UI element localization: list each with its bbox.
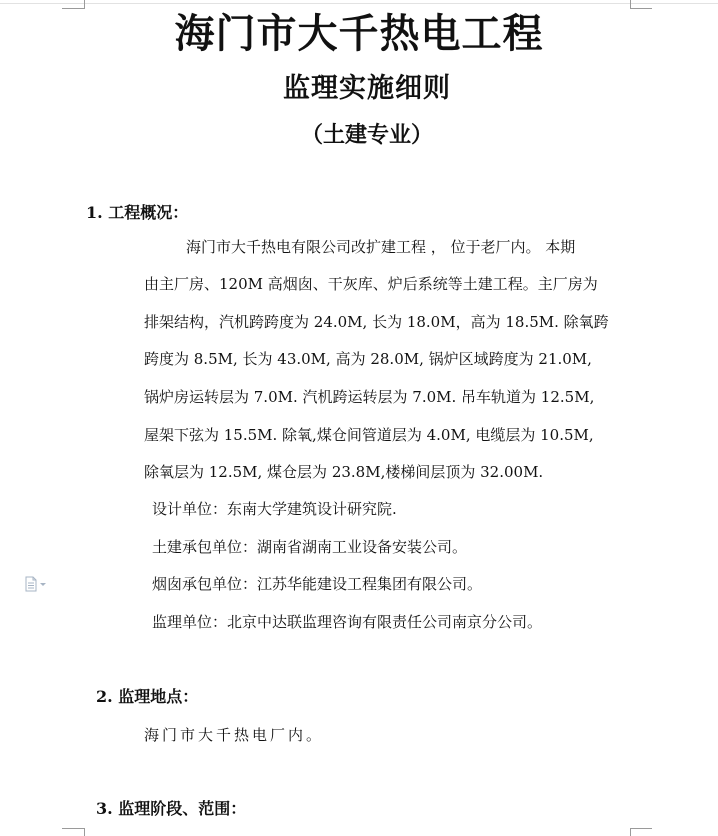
document-title: 海门市大千热电工程	[174, 10, 544, 57]
document-subtitle: 监理实施细则	[283, 73, 451, 104]
civil-contractor-line: 土建承包单位：湖南省湖南工业设备安装公司。	[152, 538, 468, 556]
paragraph-line: 海门市大千热电有限公司改扩建工程 ， 位于老厂内。 本期	[186, 238, 576, 256]
supervision-unit-line: 监理单位：北京中达联监理咨询有限责任公司南京分公司。	[152, 613, 543, 631]
document-discipline: （土建专业）	[300, 122, 433, 148]
section-heading-scope: 3. 监理阶段、范围：	[96, 799, 247, 818]
section-heading-overview: 1. 工程概况：	[86, 203, 189, 222]
paragraph-line: 屋架下弦为 15.5M. 除氧,煤仓间管道层为 4.0M, 电缆层为 10.5M,	[144, 426, 594, 444]
paragraph-line: 除氧层为 12.5M, 煤仓层为 23.8M,楼梯间层顶为 32.00M.	[144, 463, 544, 481]
corner-mark-bottom-right	[630, 828, 631, 836]
paragraph-line: 排架结构，汽机跨跨度为 24.0M, 长为 18.0M，高为 18.5M. 除氧跨	[144, 313, 609, 331]
paragraph-options-icon[interactable]	[24, 576, 50, 592]
corner-mark-bottom-right	[630, 828, 652, 829]
corner-mark-bottom-left	[84, 828, 85, 836]
chimney-contractor-line: 烟囱承包单位：江苏华能建设工程集团有限公司。	[152, 575, 483, 593]
paragraph-line: 跨度为 8.5M, 长为 43.0M, 高为 28.0M, 锅炉区域跨度为 21.0M,	[144, 350, 592, 368]
design-unit-line: 设计单位：东南大学建筑设计研究院.	[152, 500, 397, 518]
section-heading-location: 2. 监理地点：	[96, 687, 199, 706]
corner-mark-bottom-left	[62, 828, 84, 829]
page-edge	[0, 3, 718, 4]
paragraph-line: 锅炉房运转层为 7.0M. 汽机跨运转层为 7.0M. 吊车轨道为 12.5M,	[144, 388, 595, 406]
paragraph-line: 由主厂房、120M 高烟囱、干灰库、炉后系统等土建工程。主厂房为	[144, 275, 598, 293]
location-text: 海门市大千热电厂内。	[144, 726, 325, 744]
